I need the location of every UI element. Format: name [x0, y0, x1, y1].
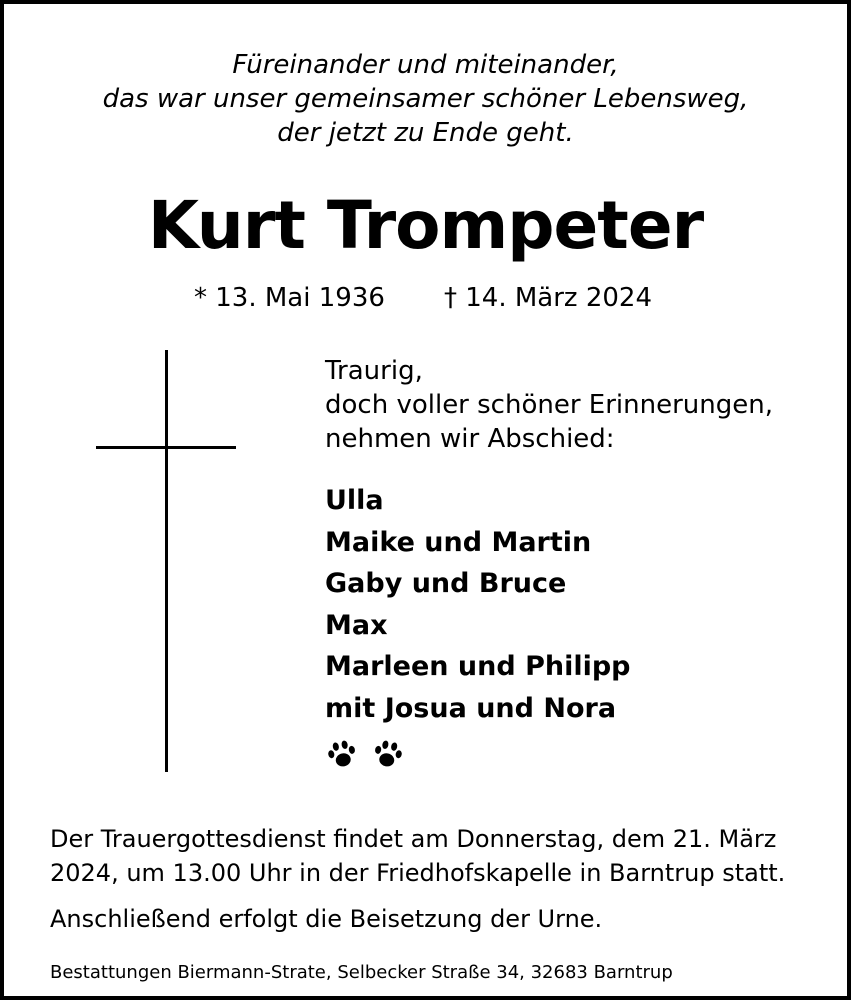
deceased-name: Kurt Trompeter — [147, 187, 704, 264]
mourner-entry: Max — [325, 609, 388, 641]
motto-line: das war unser gemeinsamer schöner Lebensweg, — [102, 84, 749, 114]
burial-note: Anschließend erfolgt die Beisetzung der Urne. — [50, 905, 603, 933]
motto — [4, 48, 847, 150]
mourner-entry: Maike und Martin — [325, 526, 592, 558]
cross-horizontal-bar — [96, 446, 236, 449]
intro-line: doch voller schöner Erinnerungen, — [325, 390, 773, 420]
farewell-intro — [325, 354, 773, 456]
funeral-home-info: Bestattungen Biermann-Strate, Selbecker Straße 34, 32683 Barntrup — [50, 962, 673, 983]
paw-prints — [326, 738, 404, 770]
mourner-entry: Marleen und Philipp — [325, 651, 631, 682]
motto-line: der jetzt zu Ende geht. — [277, 118, 574, 148]
intro-line: nehmen wir Abschied: — [325, 424, 615, 454]
paw-print-icon — [372, 738, 404, 770]
mourners-list — [325, 480, 631, 729]
motto-line: Füreinander und miteinander, — [232, 50, 619, 80]
death-date: † 14. März 2024 — [444, 283, 653, 313]
service-announcement: Der Trauergottesdienst findet am Donnerstag, dem 21. März 2024, um 13.00 Uhr in der Friedhofskapelle in Barntrup statt. — [50, 825, 786, 887]
paw-print-icon — [326, 738, 358, 770]
intro-line: Traurig, — [325, 356, 423, 386]
mourner-entry: mit Josua und Nora — [325, 692, 617, 724]
mourner-entry: Ulla — [325, 485, 384, 516]
cross-vertical-bar — [165, 350, 168, 772]
mourner-entry: Gaby und Bruce — [325, 568, 567, 599]
birth-date: * 13. Mai 1936 — [194, 283, 385, 313]
